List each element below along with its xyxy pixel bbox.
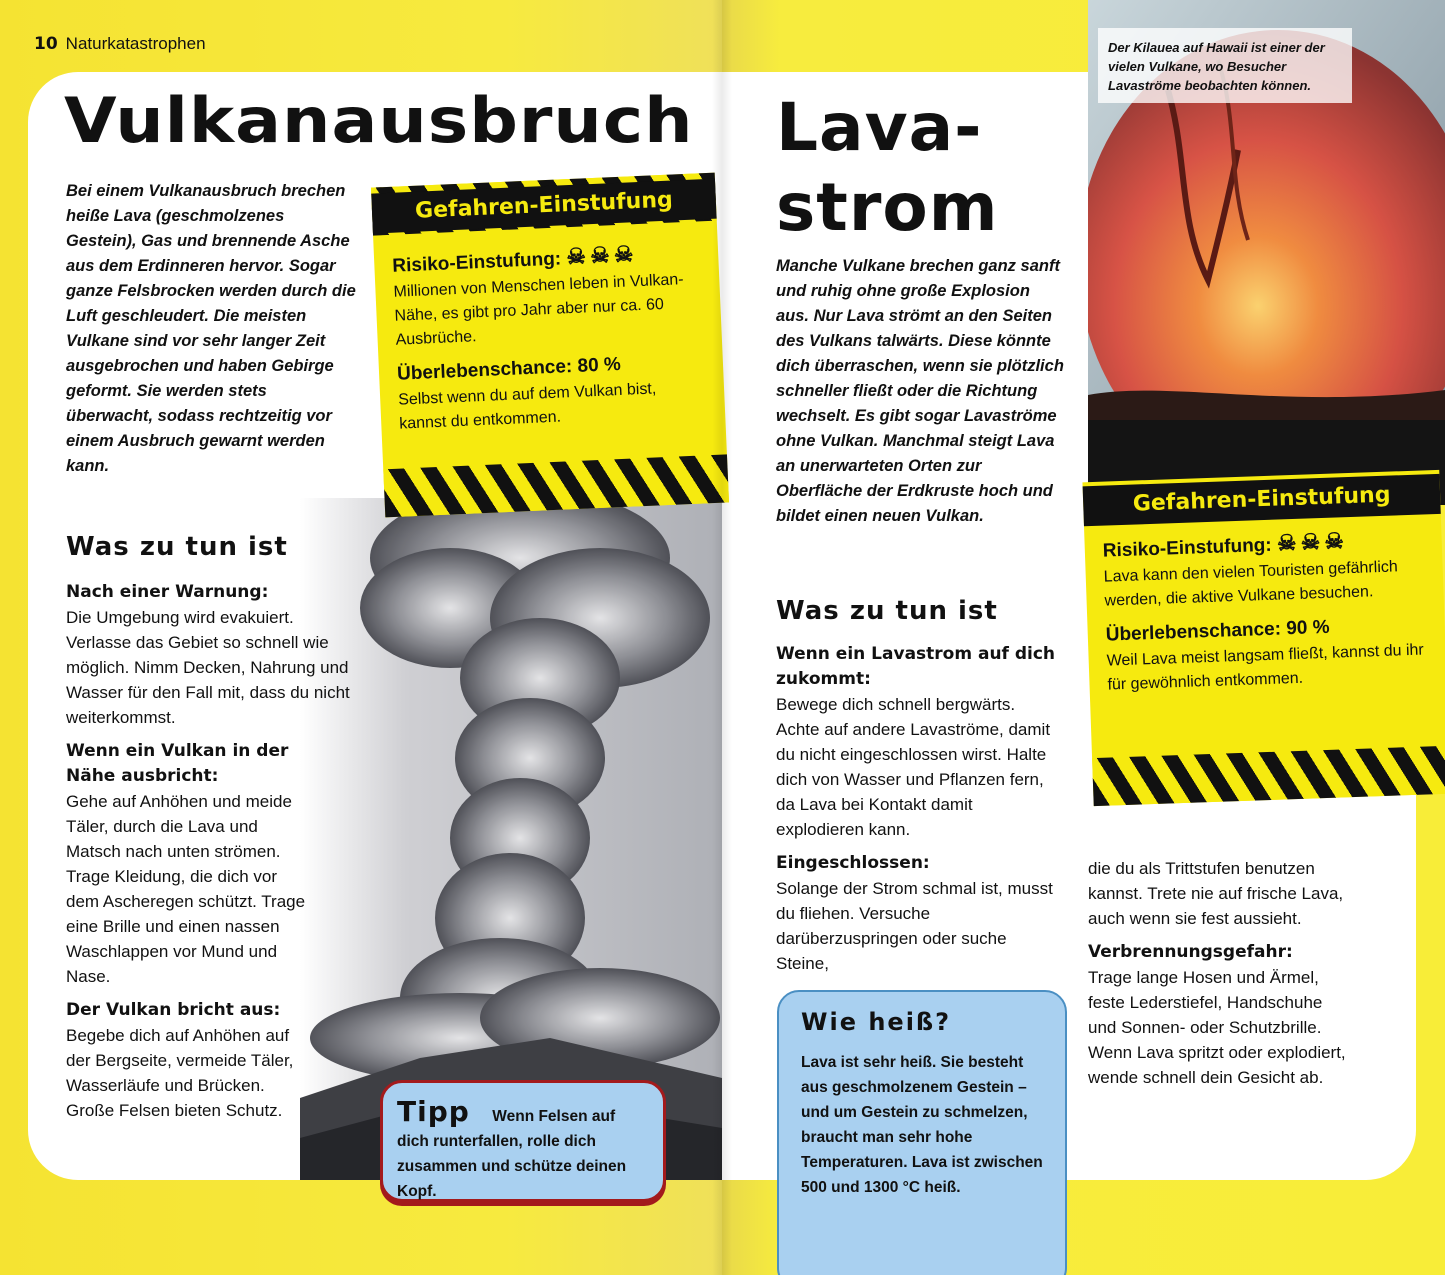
todo-text: Bewege dich schnell bergwärts. Achte auf andere Lavaströme, damit du nicht eingeschlossen wirst. Halte dich von Wasser und Pflanzen fern, da Lava bei Kontakt damit explodieren kann. — [776, 695, 1051, 839]
todo-subheading: Der Vulkan bricht aus: — [66, 1000, 281, 1020]
todo-subheading: Nach einer Warnung: — [66, 582, 269, 602]
section-heading-right: Was zu tun ist — [776, 596, 998, 626]
title-line: Lava- — [776, 89, 983, 166]
todo-text: Begebe dich auf Anhöhen auf der Bergseite, vermeide Täler, Wasserläufe und Brücken. Große Felsen bieten Schutz. — [66, 1026, 294, 1120]
danger-details — [392, 240, 700, 437]
how-hot-box — [777, 990, 1067, 1275]
todo-text: Solange der Strom schmal ist, musst du fliehen. Versuche darüberzuspringen oder suche Steine, — [776, 879, 1053, 973]
risk-text: Millionen von Menschen leben in Vulkan-Nähe, es gibt pro Jahr aber nur ca. 60 Ausbrüche. — [393, 271, 684, 349]
page-title-left: Vulkanausbruch — [64, 85, 694, 158]
how-hot-text: Lava ist sehr heiß. Sie besteht aus geschmolzenem Gestein – und um Gestein zu schmelzen, braucht man sehr hohe Temperaturen. Lava ist zwischen 500 und 1300 °C heiß. — [801, 1054, 1043, 1196]
danger-rating-box-left — [371, 173, 729, 518]
survival-label: Überlebenschance: 90 % — [1105, 616, 1330, 646]
tip-box — [380, 1080, 666, 1202]
page-number: 10 — [34, 34, 58, 54]
title-line: strom — [776, 169, 999, 246]
todo-subheading: Eingeschlossen: — [776, 853, 930, 873]
todo-subheading: Wenn ein Lavastrom auf dich zukommt: — [776, 644, 1056, 689]
page-header — [34, 34, 206, 54]
skull-icon: ☠☠☠ — [1276, 528, 1349, 556]
section-heading-left: Was zu tun ist — [66, 532, 288, 562]
photo-caption: Der Kilauea auf Hawaii ist einer der vielen Vulkane, wo Besucher Lavaströme beobachten können. — [1098, 28, 1352, 103]
todo-text: Trage lange Hosen und Ärmel, feste Lederstiefel, Handschuhe und Sonnen- oder Schutzbrille. Wenn Lava spritzt oder explodiert, wende schnell dein Gesicht ab. — [1088, 968, 1346, 1087]
volcano-eruption-photo — [300, 498, 722, 1180]
skull-icon: ☠☠☠ — [565, 241, 638, 270]
todo-text: Die Umgebung wird evakuiert. Verlasse das Gebiet so schnell wie möglich. Nimm Decken, Nahrung und Wasser für den Fall mit, dass du nicht weiterkommst. — [66, 608, 350, 727]
intro-text-left: Bei einem Vulkanausbruch brechen heiße Lava (geschmolzenes Gestein), Gas und brennende Asche aus dem Erdinneren hervor. Sogar ganze Felsbrocken werden durch die Luft geschleudert. Die meisten Vulkane sind vor sehr langer Zeit ausgebrochen und haben Gebirge geformt. Sie werden stets überwacht, sodass rechtzeitig vor einem Ausbruch gewarnt werden kann. — [66, 182, 356, 475]
todo-subheading: Verbrennungsgefahr: — [1088, 942, 1293, 962]
tip-text: Wenn Felsen auf dich runterfallen, rolle dich zusammen und schütze deinen Kopf. — [397, 1108, 627, 1200]
risk-row — [1102, 526, 1423, 563]
todo-text-continued: die du als Trittstufen benutzen kannst. Trete nie auf frische Lava, auch wenn sie fest aussieht. — [1088, 859, 1344, 928]
risk-label: Risiko-Einstufung: — [1102, 534, 1273, 562]
danger-heading: Gefahren-Einstufung — [1083, 474, 1441, 526]
intro-text-right: Manche Vulkane brechen ganz sanft und ruhig ohne große Explosion aus. Nur Lava strömt an den Seiten des Vulkans talwärts. Diese könnte dich überraschen, wenn sie plötzlich schneller fließt oder die Richtung wechselt. Es gibt sogar Lavaströme ohne Vulkan. Manchmal steigt Lava an unerwarteten Orten zur Oberfläche der Erdkruste hoch und bildet einen neuen Vulkan. — [776, 257, 1064, 525]
survival-text: Selbst wenn du auf dem Vulkan bist, kannst du entkommen. — [397, 380, 657, 433]
survival-text: Weil Lava meist langsam fließt, kannst du ihr für gewöhnlich entkommen. — [1106, 641, 1424, 694]
section-name: Naturkatastrophen — [65, 34, 206, 53]
danger-heading: Gefahren-Einstufung — [371, 179, 716, 234]
danger-rating-box-right — [1082, 470, 1445, 806]
todo-subheading: Wenn ein Vulkan in der Nähe ausbricht: — [66, 741, 289, 786]
book-spine-shadow — [712, 0, 732, 1275]
tip-title: Tipp — [397, 1095, 470, 1128]
danger-details — [1102, 526, 1427, 697]
todo-text: Gehe auf Anhöhen und meide Täler, durch die Lava und Matsch nach unten strömen. Trage Kleidung, die dich vor dem Ascheregen schützt. Trage eine Brille und einen nassen Waschlappen vor Mund und Nase. — [66, 792, 306, 986]
risk-label: Risiko-Einstufung: — [391, 248, 562, 277]
todo-list-left — [66, 580, 356, 1132]
page-title-right — [776, 88, 999, 248]
todo-list-right-col3 — [1088, 856, 1348, 1099]
risk-text: Lava kann den vielen Touristen gefährlich werden, die aktive Vulkane besuchen. — [1103, 558, 1399, 610]
survival-label: Überlebenschance: 80 % — [396, 353, 622, 385]
todo-list-right — [776, 642, 1061, 985]
how-hot-title: Wie heiß? — [801, 1008, 952, 1036]
